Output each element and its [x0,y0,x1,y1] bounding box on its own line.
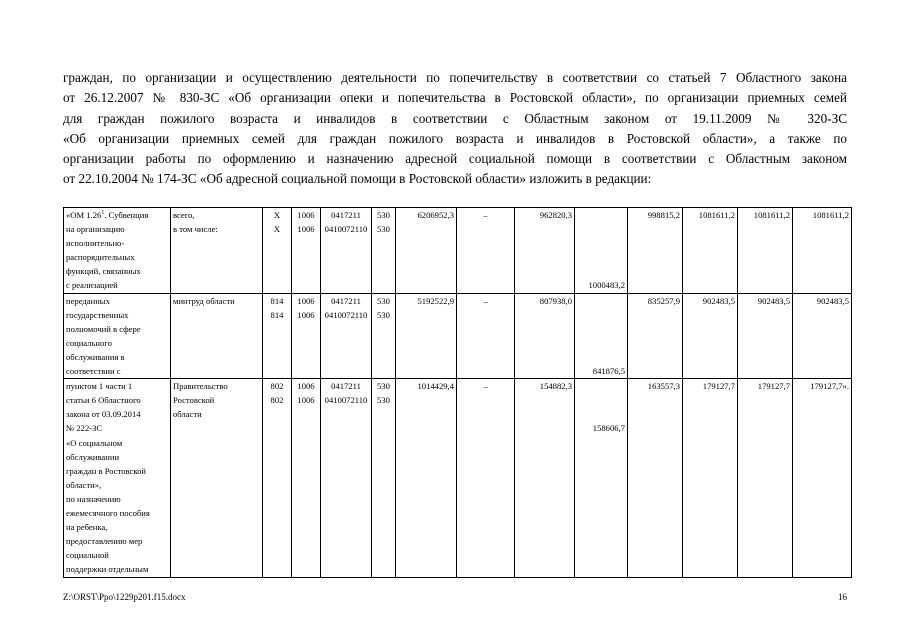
value-cell: 902483,5 [738,293,793,379]
description-superscript: 1 [101,210,105,217]
spacer [577,350,625,364]
type-code: 530 [377,295,390,306]
description-line: поддержки отдельным [66,564,149,575]
type-code-cell [372,208,396,294]
spacer [577,407,625,421]
description-line: социального [66,337,112,348]
spacer [577,322,625,336]
paragraph-line: от 26.12.2007 № 830-ЗС «Об организации опеки и попечительства в Ростовской области», по организации приемных семей [63,90,847,106]
spacer [577,264,625,278]
section-code: 1006 [297,295,315,306]
budget-table [63,207,852,578]
description-line: области», [66,479,102,490]
value-cell: 179127,7 [738,379,793,577]
value-line: 1000483,2 [588,280,625,291]
ministry-code: 814 [270,309,284,320]
recipient-line: области [173,409,202,420]
value-cell: 902483,5 [793,293,852,379]
type-code: 530 [377,210,390,220]
recipient-cell [171,208,263,294]
section-code: 1006 [297,210,315,220]
recipient-line: минтруд области [173,295,235,306]
section-code: 1006 [297,395,315,406]
table-row [64,293,852,379]
description-line: по назначению [66,493,121,504]
description-line: № 222-ЗС [66,423,103,434]
table-row [64,208,852,294]
value-cell: – [457,379,515,577]
description-line: функций, связанных [66,266,141,277]
ministry-code: X [273,224,281,235]
ministry-code: 814 [270,295,284,306]
spacer [577,208,625,222]
description-line: государственных [66,309,129,320]
value-cell: 1081611,2 [683,208,738,294]
page-number: 16 [838,592,847,602]
total-value-cell: 5192522,9 [396,293,457,379]
value-cell: 998815,2 [628,208,683,294]
spacer [577,250,625,264]
target-code: 0417211 [331,210,361,220]
type-code: 530 [377,224,390,235]
paragraph-line: организации работы по оформлению и назначению адресной социальной помощи в соответствии с Областным законом [63,151,847,167]
spacer [577,294,625,308]
spacer [577,393,625,407]
target-code: 0410072110 [324,224,368,235]
ministry-code-cell [263,208,292,294]
target-code-cell [321,293,372,379]
target-code: 0417211 [331,295,361,306]
recipient-line: в том числе: [173,224,218,235]
value-cell: 835257,9 [628,293,683,379]
intro-paragraph [63,68,847,190]
value-cell: 163557,3 [628,379,683,577]
value-cell: 179127,7». [793,379,852,577]
type-code-cell [372,379,396,577]
description-line: пунктом 1 части 1 [66,381,133,392]
description-line: на ребенка, [66,522,108,533]
description-line: закона от 03.09.2014 [66,409,141,420]
target-code: 0417211 [331,381,361,392]
value-cell [575,293,628,379]
recipient-line: всего, [173,210,195,220]
target-code: 0410072110 [324,309,368,320]
description-suffix: . Субвенция [104,210,149,220]
spacer [577,308,625,322]
value-cell [575,208,628,294]
value-cell: 962820,3 [515,208,575,294]
table-row [64,379,852,577]
section-code: 1006 [297,309,315,320]
description-line: полномочий в сфере [66,323,141,334]
ministry-code: 802 [270,381,284,392]
description-cell [64,379,171,577]
section-code: 1006 [297,224,315,235]
value-cell: 1081611,2 [738,208,793,294]
target-code: 0410072110 [324,395,368,406]
description-line: на организацию [66,224,125,235]
target-code-cell [321,208,372,294]
ministry-code: 802 [270,395,284,406]
description-line [66,208,168,222]
spacer [577,222,625,236]
description-line: обслуживания в [66,351,125,362]
paragraph-line: «Об организации приемных семей для граждан пожилого возраста и инвалидов в Ростовской области», а также по [63,130,847,146]
value-cell: 807938,0 [515,293,575,379]
ministry-code-cell [263,293,292,379]
description-prefix: «ОМ 1.26 [66,210,102,220]
description-line: ежемесячного пособия [66,508,150,519]
type-code: 530 [377,395,390,406]
value-line: 158606,7 [592,423,625,434]
value-cell [575,379,628,577]
ministry-code-cell [263,379,292,577]
document-path: Z:\ORST\Ppo\1229p201.f15.docx [63,592,186,602]
type-code: 530 [377,309,390,320]
description-line: с реализацией [66,280,118,291]
paragraph-line: для граждан пожилого возраста и инвалидов в соответствии с Областным законом от 19.11.2009 № 320-ЗС [63,110,847,126]
spacer [577,236,625,250]
total-value-cell: 6206952,3 [396,208,457,294]
description-cell [64,293,171,379]
spacer [577,379,625,393]
total-value-cell: 1014429,4 [396,379,457,577]
value-cell: 154882,3 [515,379,575,577]
recipient-line: Ростовской [173,395,215,406]
type-code: 530 [377,381,390,392]
description-line: переданных [66,295,110,306]
type-code-cell [372,293,396,379]
description-line: «О социальном [66,437,123,448]
paragraph-line: граждан, по организации и осуществлению деятельности по попечительству в соответствии со статьей 7 Областного закона [63,70,847,85]
description-cell [64,208,171,294]
section-code-cell [292,208,321,294]
description-line: обслуживании [66,451,120,462]
recipient-cell [171,379,263,577]
value-cell: – [457,293,515,379]
value-cell: 902483,5 [683,293,738,379]
section-code-cell [292,293,321,379]
spacer [577,336,625,350]
description-line: граждан в Ростовской [66,465,146,476]
value-cell: 179127,7 [683,379,738,577]
value-cell: 1081611,2 [793,208,852,294]
target-code-cell [321,379,372,577]
recipient-line: Правительство [173,381,228,392]
section-code-cell [292,379,321,577]
description-line: социальной [66,550,109,561]
description-line: статьи 6 Областного [66,395,141,406]
description-line: исполнительно- [66,238,125,249]
recipient-cell [171,293,263,379]
value-cell: – [457,208,515,294]
paragraph-line: от 22.10.2004 № 174-ЗС «Об адресной социальной помощи в Ростовской области» изложить в редакции: [63,171,652,187]
description-line: предоставлению мер [66,536,143,547]
ministry-code: X [273,210,281,220]
section-code: 1006 [297,381,315,392]
description-line: соответствии с [66,366,121,377]
value-line: 841876,5 [592,366,625,377]
description-line: распорядительных [66,252,135,263]
